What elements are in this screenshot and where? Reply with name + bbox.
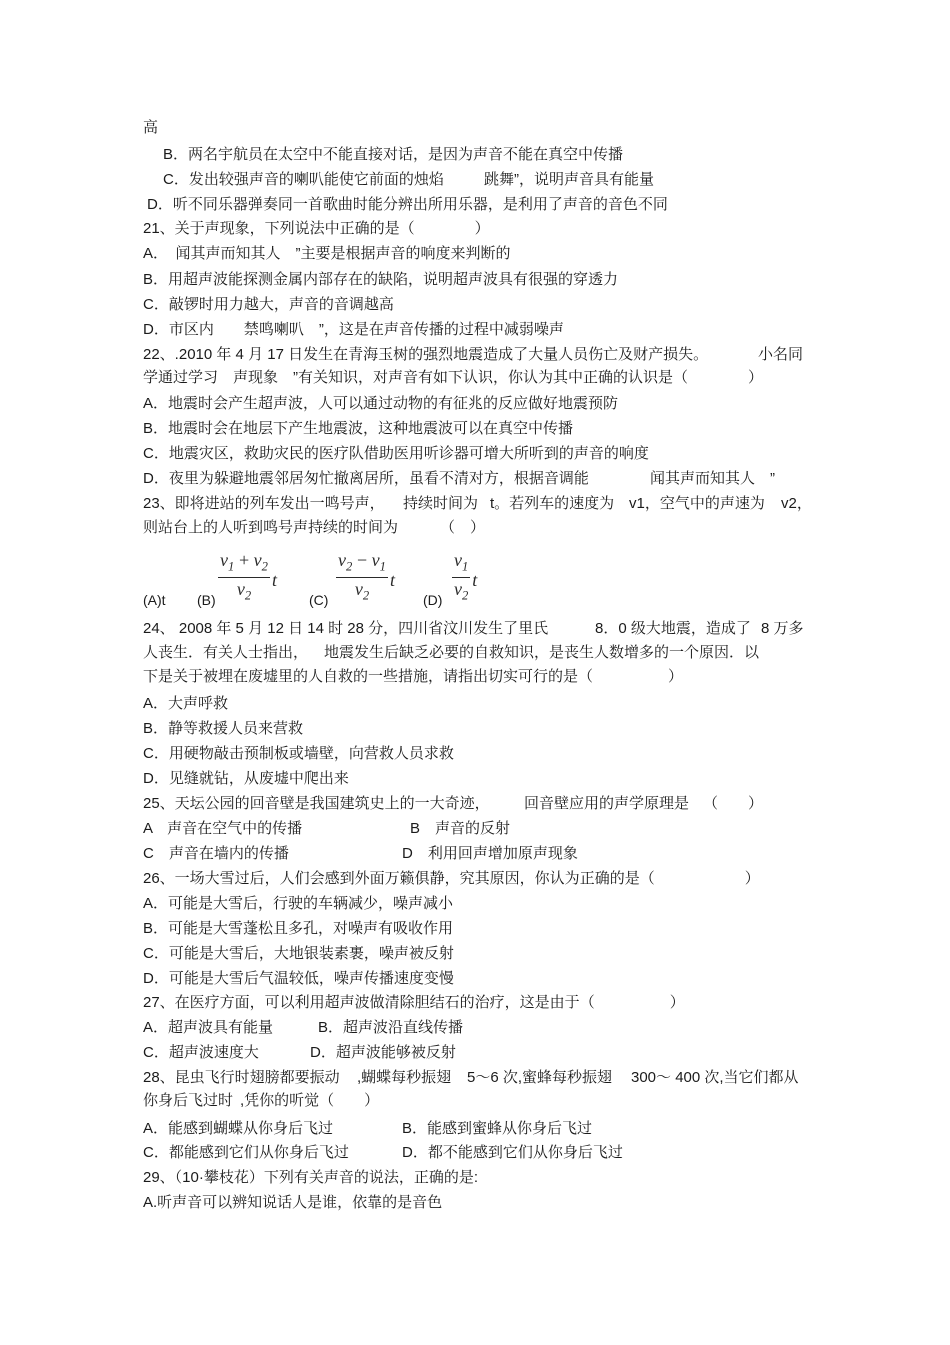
q23-stem-line2: 则站台上的人听到鸣号声持续的时间为	[143, 519, 399, 536]
q25-option-c: C 声音在墙内的传播	[143, 845, 289, 862]
fraction	[336, 549, 388, 607]
q21-option-c: C．敲锣时用力越大，声音的音调越高	[143, 296, 394, 313]
q22-option-d: D．夜里为躲避地震邻居匆忙撤离居所，虽看不清对方，根据音调能	[143, 470, 589, 487]
q25-answer-blank: （ ）	[703, 795, 764, 812]
q21-option-d: D．市区内 禁鸣喇叭 ”，这是在声音传播的过程中减弱噪声	[143, 321, 564, 338]
q23-option-c-formula	[336, 549, 395, 607]
q23-answer-blank: （ ）	[440, 519, 486, 536]
q22-stem-line2: 学通过学习 声现象 ”有关知识，对声音有如下认识，你认为其中正确的认识是（ ）	[143, 369, 763, 386]
fraction-denominator: $v_2$	[236, 579, 252, 603]
q24-stem-line2-tail: 地震发生后缺乏必要的自救知识，是丧生人数增多的一个原因．以	[324, 644, 760, 661]
q24-stem-part: 8．0 级大地震，造成了	[595, 620, 751, 637]
fraction-numerator: $v_1$	[454, 550, 469, 574]
q24-stem: 24、 2008 年 5 月 12 日 14 时 28 分，四川省汶川发生了里氏	[143, 620, 549, 637]
q28-option-c: C．都能感到它们从你身后飞过	[143, 1144, 349, 1161]
fraction-factor: t	[271, 570, 277, 591]
q27-option-b: B．超声波沿直线传播	[318, 1019, 464, 1036]
q27-option-c: C．超声波速度大	[143, 1044, 259, 1061]
q22-option-b: B．地震时会在地层下产生地震波，这种地震波可以在真空中传播	[143, 420, 574, 437]
q26-option-c: C．可能是大雪后，大地银装素裹，噪声被反射	[143, 945, 454, 962]
q23-stem-part: v1，空气中的声速为	[629, 495, 765, 512]
q21-option-b: B．用超声波能探测金属内部存在的缺陷，说明超声波具有很强的穿透力	[143, 271, 619, 288]
q23-stem-part: t。若列车的速度为	[490, 495, 615, 512]
q21-option-a: A． 闻其声而知其人 ”主要是根据声音的响度来判断的	[143, 245, 511, 262]
q21-stem: 21、关于声现象，下列说法中正确的是（ ）	[143, 220, 490, 237]
fraction-numerator: $v_1 + v_2$	[220, 550, 268, 574]
continued-fragment: 高	[143, 119, 159, 136]
q23-stem-part: 持续时间为	[403, 495, 479, 512]
q29-option-a: A.听声音可以辨知说话人是谁，依靠的是音色	[143, 1194, 443, 1211]
continued-option-c-tail: 跳舞”，说明声音具有能量	[484, 171, 654, 188]
q26-option-a: A．可能是大雪后，行驶的车辆减少，噪声减小	[143, 895, 454, 912]
q23-option-d-label: (D)	[423, 592, 443, 608]
q26-stem: 26、一场大雪过后，人们会感到外面万籁俱静，究其原因，你认为正确的是（ ）	[143, 870, 760, 887]
q28-stem-part: ,蝴蝶每秒振翅	[357, 1069, 452, 1086]
q27-option-a: A．超声波具有能量	[143, 1019, 274, 1036]
fraction-denominator: $v_2$	[454, 579, 469, 603]
q23-stem: 23、即将进站的列车发出一鸣号声，	[143, 495, 385, 512]
q23-option-a-expr: t	[161, 592, 166, 608]
q28-option-a: A．能感到蝴蝶从你身后飞过	[143, 1120, 334, 1137]
q23-option-a	[143, 591, 166, 609]
fraction	[218, 549, 270, 607]
q23-option-b-formula	[218, 549, 277, 607]
q28-option-b: B．能感到蜜蜂从你身后飞过	[402, 1120, 593, 1137]
q28-option-d: D．都不能感到它们从你身后飞过	[402, 1144, 623, 1161]
q25-option-a: A 声音在空气中的传播	[143, 820, 303, 837]
q28-stem-part: 5～6 次,蜜蜂每秒振翅	[467, 1069, 613, 1086]
q25-option-b: B 声音的反射	[410, 820, 511, 837]
fraction	[452, 549, 470, 607]
q23-option-c-label: (C)	[309, 592, 329, 608]
continued-option-b: B．两名宇航员在太空中不能直接对话，是因为声音不能在真空中传播	[163, 146, 624, 163]
q28-stem-part: 300～ 400 次,当它们都从	[631, 1069, 799, 1086]
q27-option-d: D．超声波能够被反射	[310, 1044, 456, 1061]
q22-option-d-tail: 闻其声而知其人 ”	[650, 470, 775, 487]
q27-stem: 27、在医疗方面，可以利用超声波做清除胆结石的治疗，这是由于（ ）	[143, 994, 685, 1011]
q22-stem: 22、.2010 年 4 月 17 日发生在青海玉树的强烈地震造成了大量人员伤亡及财产损失。	[143, 346, 709, 363]
q25-stem: 25、天坛公园的回音壁是我国建筑史上的一大奇迹，	[143, 795, 490, 812]
q29-stem: 29、（10·攀枝花）下列有关声音的说法，正确的是:	[143, 1169, 479, 1186]
q24-option-b: B．静等救援人员来营救	[143, 720, 304, 737]
q23-option-a-label: (A)	[143, 592, 162, 608]
q24-option-c: C．用硬物敲击预制板或墙壁，向营救人员求救	[143, 745, 454, 762]
fraction-denominator: $v_2$	[354, 579, 370, 603]
q24-stem-part: 8 万多	[761, 620, 804, 637]
q25-option-d: D 利用回声增加原声现象	[402, 845, 578, 862]
fraction-factor: t	[472, 570, 478, 591]
q22-option-a: A．地震时会产生超声波，人可以通过动物的有征兆的反应做好地震预防	[143, 395, 619, 412]
q24-option-a: A．大声呼救	[143, 695, 229, 712]
q24-stem-line3: 下是关于被埋在废墟里的人自救的一些措施，请指出切实可行的是（ ）	[143, 668, 684, 685]
continued-option-c: C．发出较强声音的喇叭能使它前面的烛焰	[163, 171, 444, 188]
q25-stem-part: 回音壁应用的声学原理是	[524, 795, 690, 812]
q28-stem-line2-tail: ,凭你的听觉（ ）	[240, 1092, 380, 1109]
q24-stem-line2: 人丧生．有关人士指出，	[143, 644, 309, 661]
q22-option-c: C．地震灾区，救助灾民的医疗队借助医用听诊器可增大所听到的声音的响度	[143, 445, 649, 462]
q28-stem-line2: 你身后飞过时	[143, 1092, 234, 1109]
q23-option-d-formula	[452, 549, 477, 607]
q26-option-b: B．可能是大雪蓬松且多孔，对噪声有吸收作用	[143, 920, 454, 937]
q23-option-b-label: (B)	[197, 592, 216, 608]
q23-stem-part: v2，	[781, 495, 812, 512]
q22-stem-tail: 小名同	[758, 346, 804, 363]
q26-option-d: D．可能是大雪后气温较低，噪声传播速度变慢	[143, 970, 454, 987]
fraction-factor: t	[389, 570, 395, 591]
continued-option-d: D．听不同乐器弹奏同一首歌曲时能分辨出所用乐器，是利用了声音的音色不同	[147, 196, 668, 213]
q28-stem: 28、昆虫飞行时翅膀都要振动	[143, 1069, 340, 1086]
fraction-numerator: $v_2 - v_1$	[338, 550, 386, 574]
q24-option-d: D．见缝就钻，从废墟中爬出来	[143, 770, 349, 787]
